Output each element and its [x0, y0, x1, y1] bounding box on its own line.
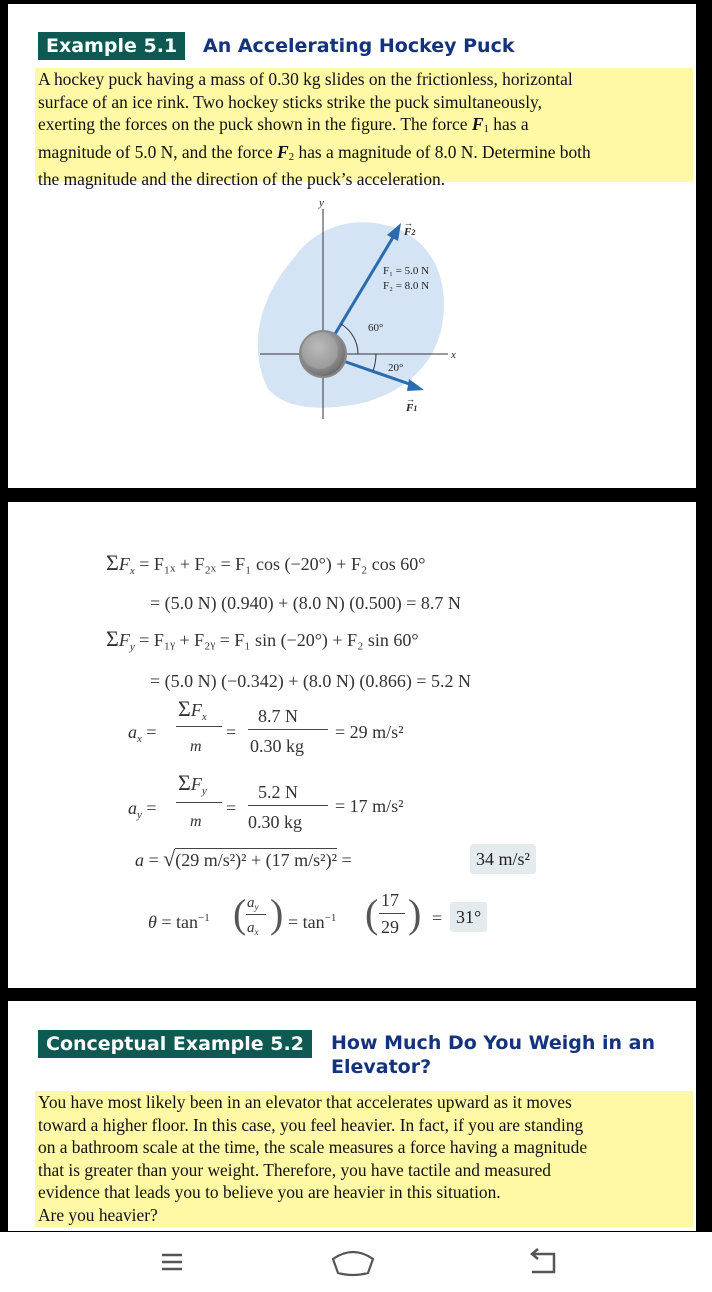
theta-ax: $a_x$: [247, 920, 259, 937]
question-line: on a bathroom scale at the time, the scale measures a force having a magnitude: [38, 1137, 588, 1157]
recent-apps-icon: [156, 1249, 188, 1275]
example-5-1-panel: [8, 4, 696, 488]
conceptual-example-panel: [8, 1001, 696, 1231]
ax-numerator: 8.7 N: [258, 706, 298, 726]
equals-sign: =: [432, 908, 443, 928]
ax-mass: m: [190, 738, 202, 755]
ay-fraction-line: [176, 802, 222, 803]
left-paren: (: [233, 891, 247, 936]
conceptual-example-tag: Conceptual Example 5.2: [38, 1030, 312, 1058]
ax-fraction-line-2: [248, 729, 328, 730]
left-paren-2: (: [365, 891, 379, 936]
ice-surface: [258, 222, 444, 407]
ay-result: = 17 m/s²: [335, 796, 404, 816]
f1-label: F1: [406, 402, 418, 414]
problem-line: magnitude of 5.0 N, and the force F2 has a magnitude of 8.0 N. Determine both: [38, 141, 591, 163]
ax-result: = 29 m/s²: [335, 722, 404, 742]
sum-fy-numeric: = (5.0 N) (−0.342) + (8.0 N) (0.866) = 5.2 N: [150, 671, 472, 691]
ax-sum-numerator: $\Sigma F_x$: [178, 696, 207, 723]
theta-frac-line-1: [246, 914, 266, 915]
solution-panel: [8, 502, 696, 988]
ax-denominator: 0.30 kg: [250, 736, 304, 756]
sigma-symbol: Σ: [106, 550, 119, 575]
angle-20-label: 20°: [388, 362, 404, 374]
sigma-symbol: Σ: [106, 626, 119, 651]
vector-arrow-icon: →: [404, 218, 413, 228]
ay-denominator: 0.30 kg: [248, 812, 302, 832]
x-axis-label: x: [451, 349, 456, 361]
theta-frac-line-2: [379, 913, 405, 914]
sum-fx-equation: $\Sigma F_x = F_{1x} + F_{2x} = F_1$ cos (−20°) + F₂ cos 60°: [106, 550, 426, 577]
question-line: toward a higher floor. In this case, you feel heavier. In fact, if you are standing: [38, 1114, 584, 1135]
ax-symbol: $a_x$ =: [128, 722, 157, 745]
right-paren: ): [270, 891, 284, 936]
f1-arrowhead: [407, 379, 424, 391]
ay-mass: m: [190, 813, 202, 830]
y-axis-label: y: [319, 197, 324, 209]
problem-line: exerting the forces on the puck shown in the figure. The force F1 has a: [38, 114, 529, 135]
conceptual-example-title: How Much Do You Weigh in an Elevator?: [331, 1032, 656, 1078]
problem-line: the magnitude and the direction of the puck’s acceleration.: [38, 169, 446, 189]
question-line: You have most likely been in an elevator that accelerates upward as it moves: [38, 1092, 572, 1112]
sum-fy-equation: $\Sigma F_y$ = F₁ᵧ + F₂ᵧ = F₁ sin (−20°) + F₂ sin 60°: [106, 626, 419, 653]
example-tag: Example 5.1: [38, 32, 185, 60]
question-line: Are you heavier?: [38, 1204, 158, 1225]
ay-fraction-line-2: [248, 805, 328, 806]
theta-frac-den: 29: [381, 917, 399, 937]
f1-value: F₁ = 5.0 N: [383, 265, 430, 277]
ay-sum-numerator: $\Sigma F_y$: [178, 770, 207, 797]
f2-value: F₂ = 8.0 N: [383, 280, 430, 292]
android-nav-bar: [0, 1232, 712, 1292]
ay-numerator: 5.2 N: [258, 782, 298, 802]
vector-arrow-icon: →: [406, 394, 415, 404]
question-line: evidence that leads you to believe you are heavier in this situation.: [38, 1182, 501, 1202]
a-magnitude-equation: a = √(29 m/s²)² + (17 m/s²)² =: [135, 846, 352, 871]
force-diagram: [208, 189, 468, 429]
theta-equation-2: = $\tan^{-1}$: [288, 912, 337, 932]
theta-frac-num: 17: [381, 890, 399, 910]
theta-result: 31°: [450, 902, 487, 932]
home-button[interactable]: [323, 1232, 383, 1292]
problem-line: surface of an ice rink. Two hockey sticks strike the puck simultaneously,: [38, 91, 542, 112]
recent-apps-button[interactable]: [142, 1232, 202, 1292]
conceptual-question: [35, 1091, 693, 1227]
force-diagram-graphic: [208, 189, 468, 429]
ax-fraction-line: [176, 726, 222, 727]
back-icon: [524, 1248, 560, 1276]
problem-line: A hockey puck having a mass of 0.30 kg slides on the frictionless, horizontal: [38, 69, 573, 89]
sum-fx-numeric: = (5.0 N) (0.940) + (8.0 N) (0.500) = 8.7 N: [150, 593, 461, 613]
problem-statement: [35, 68, 693, 189]
example-title: An Accelerating Hockey Puck: [203, 35, 515, 57]
right-paren-2: ): [408, 891, 422, 936]
angle-60-label: 60°: [368, 322, 384, 334]
home-icon: [328, 1247, 378, 1277]
equals-sign: =: [226, 798, 237, 818]
theta-ay: $a_y$: [247, 895, 259, 912]
question-line: that is greater than your weight. Therefore, you have tactile and measured: [38, 1159, 551, 1180]
equals-sign: =: [226, 722, 237, 742]
back-button[interactable]: [512, 1232, 572, 1292]
a-magnitude-result: 34 m/s²: [470, 844, 536, 874]
theta-equation: $\theta = \tan^{-1}$: [148, 912, 210, 932]
f2-label: F2: [404, 226, 416, 238]
ay-symbol: $a_y$ =: [128, 798, 157, 821]
